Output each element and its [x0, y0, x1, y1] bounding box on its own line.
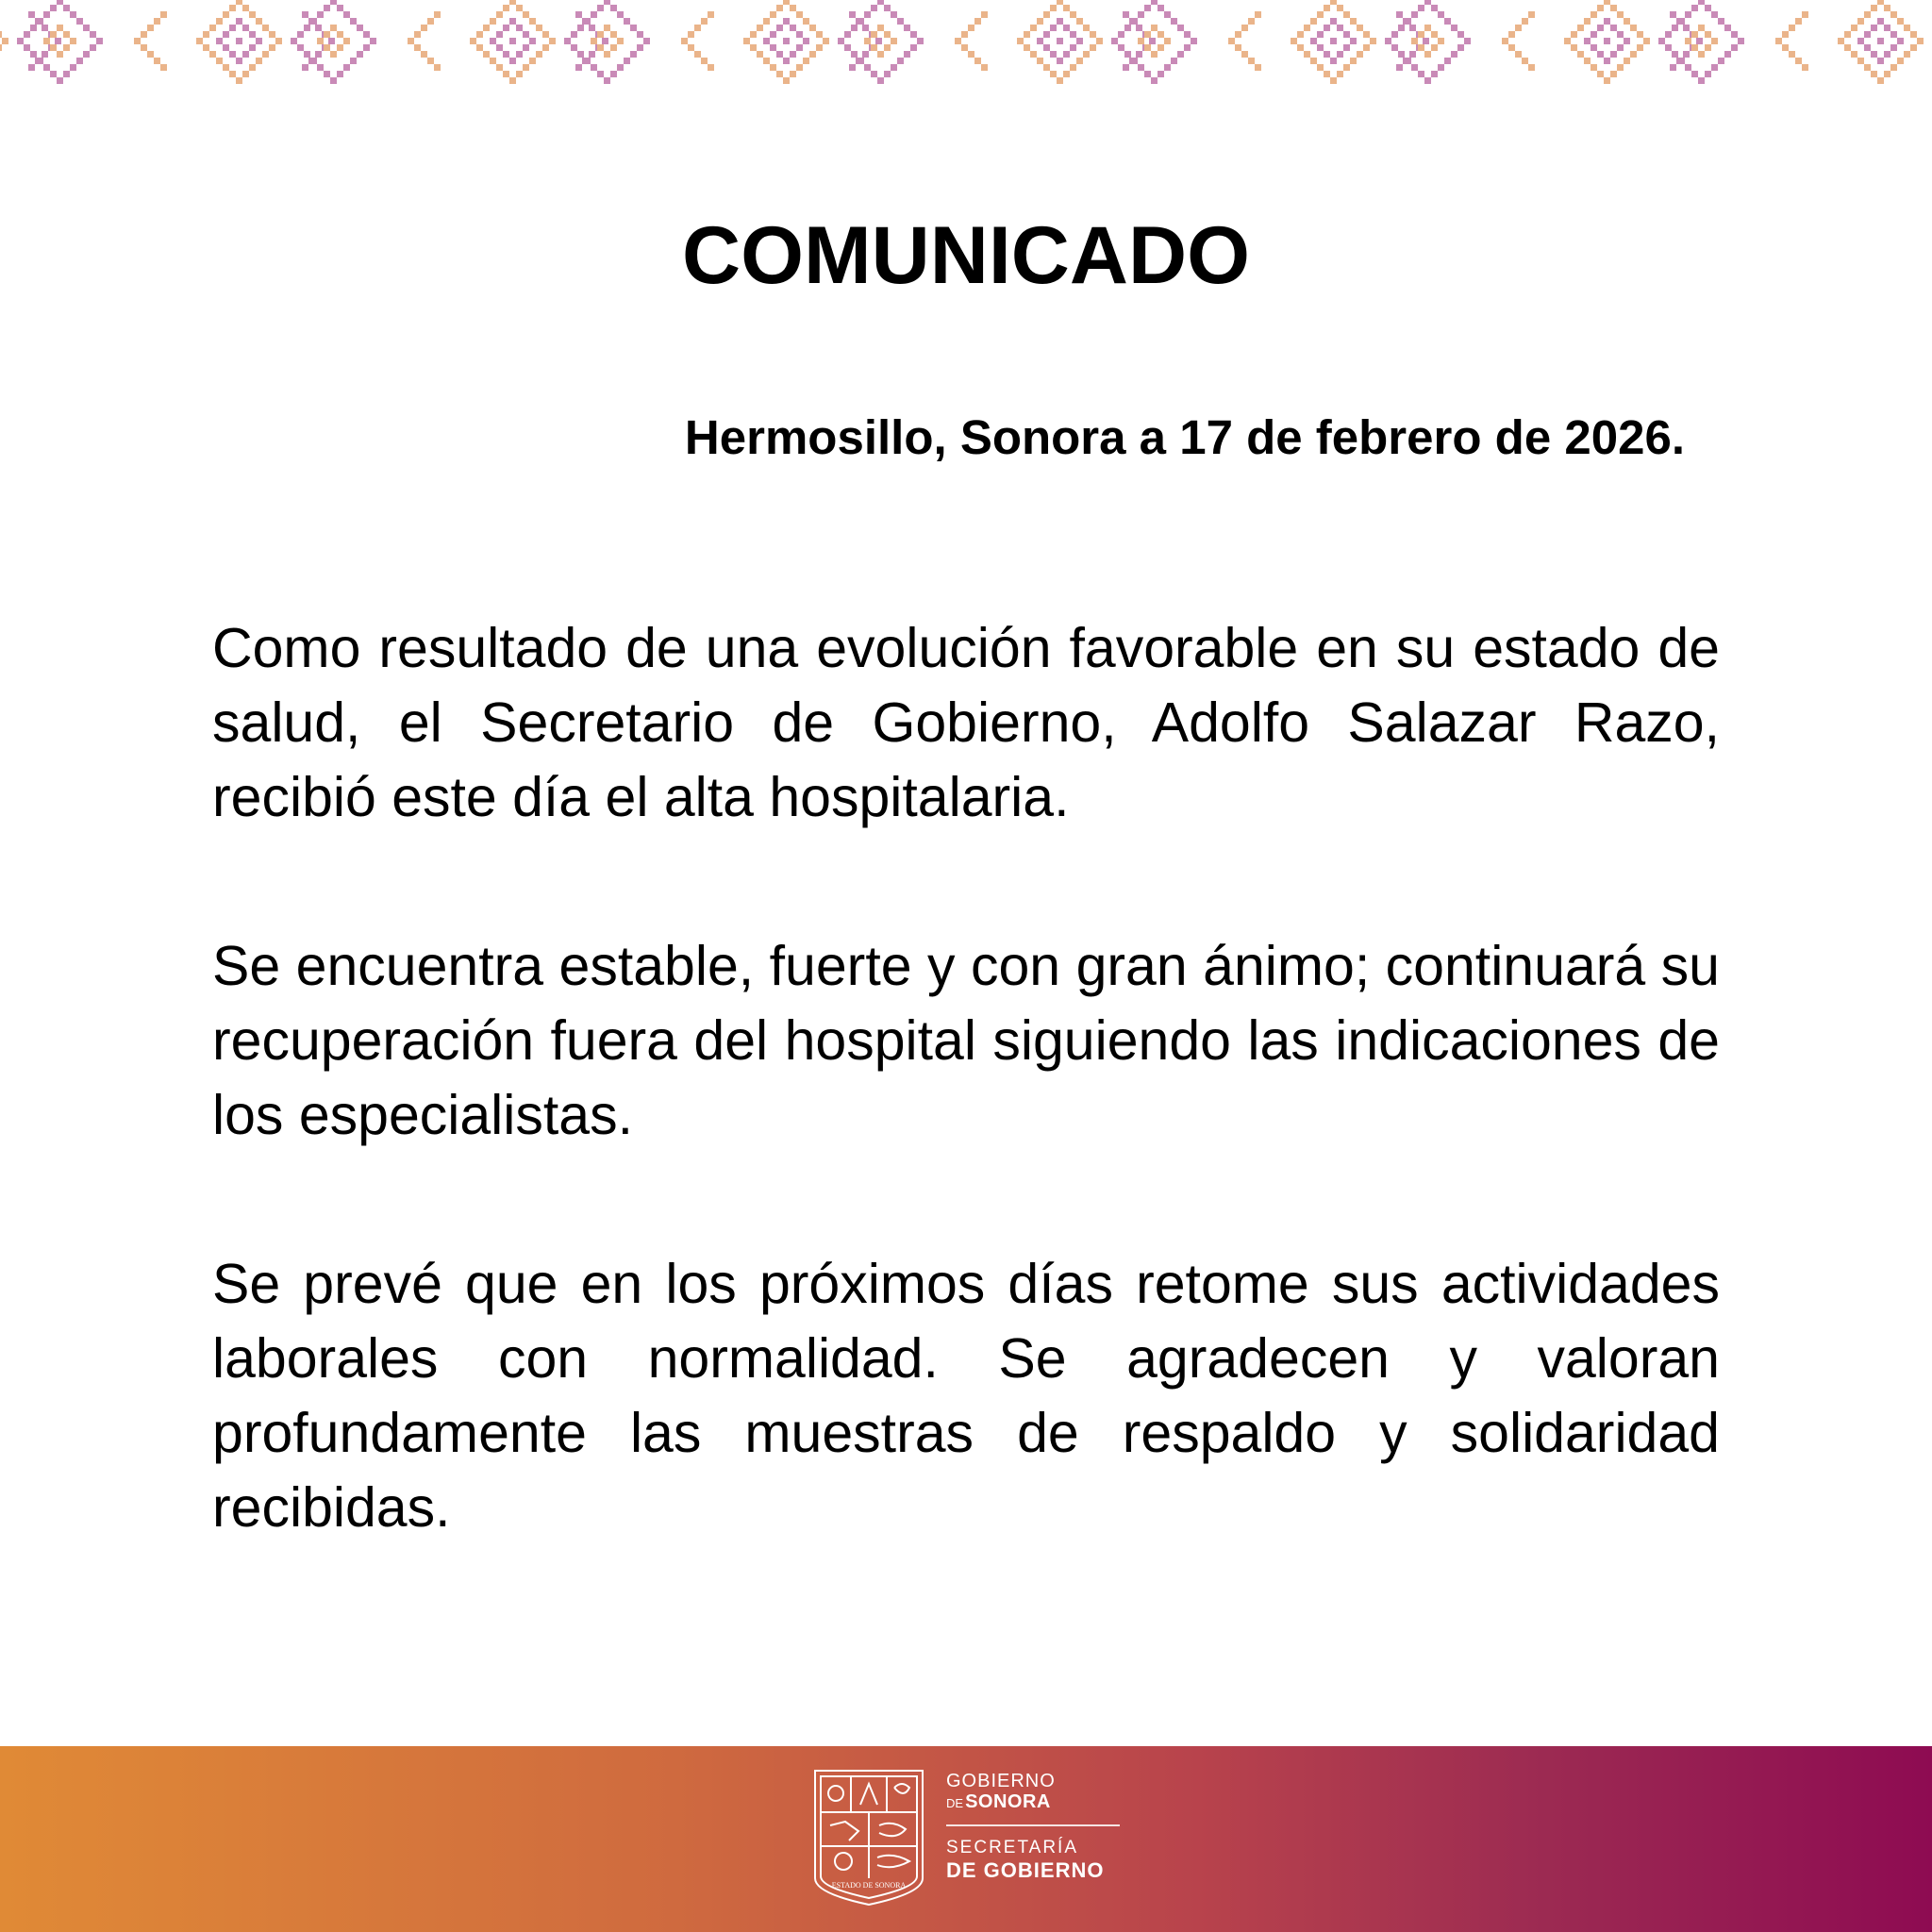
footer-band	[0, 1746, 1932, 1932]
brand-de: DE	[946, 1796, 964, 1810]
page-title: COMUNICADO	[682, 210, 1250, 301]
statement-body	[212, 611, 1720, 1640]
brand-de-gobierno: DE GOBIERNO	[946, 1858, 1105, 1882]
sonora-coat-of-arms-icon	[811, 1767, 926, 1908]
paragraph-2: Se encuentra estable, fuerte y con gran ánimo; continuará su recuperación fuera del hospital siguiendo las indicaciones de los especialistas.	[212, 935, 1720, 1146]
dateline: Hermosillo, Sonora a 17 de febrero de 2026.	[684, 410, 1685, 464]
paragraph-1: Como resultado de una evolución favorable en su estado de salud, el Secretario de Gobierno, Adolfo Salazar Razo, recibió este día el alta hospitalaria.	[212, 617, 1720, 828]
brand-gobierno: GOBIERNO	[946, 1771, 1056, 1791]
geometric-pattern-icon	[0, 0, 1932, 113]
brand-sonora-text: SONORA	[965, 1791, 1051, 1812]
brand-sonora	[946, 1791, 1135, 1814]
emblem-label: ESTADO DE SONORA	[831, 1881, 907, 1890]
paragraph-3: Se prevé que en los próximos días retome sus actividades laborales con normalidad. Se agradecen y valoran profundamente las muestras de respaldo y solidaridad recibidas.	[212, 1253, 1720, 1539]
brand-divider	[946, 1824, 1120, 1826]
brand-secretaria: SECRETARÍA	[946, 1838, 1079, 1857]
decorative-pattern-band	[0, 0, 1932, 113]
government-brand	[946, 1771, 1135, 1883]
